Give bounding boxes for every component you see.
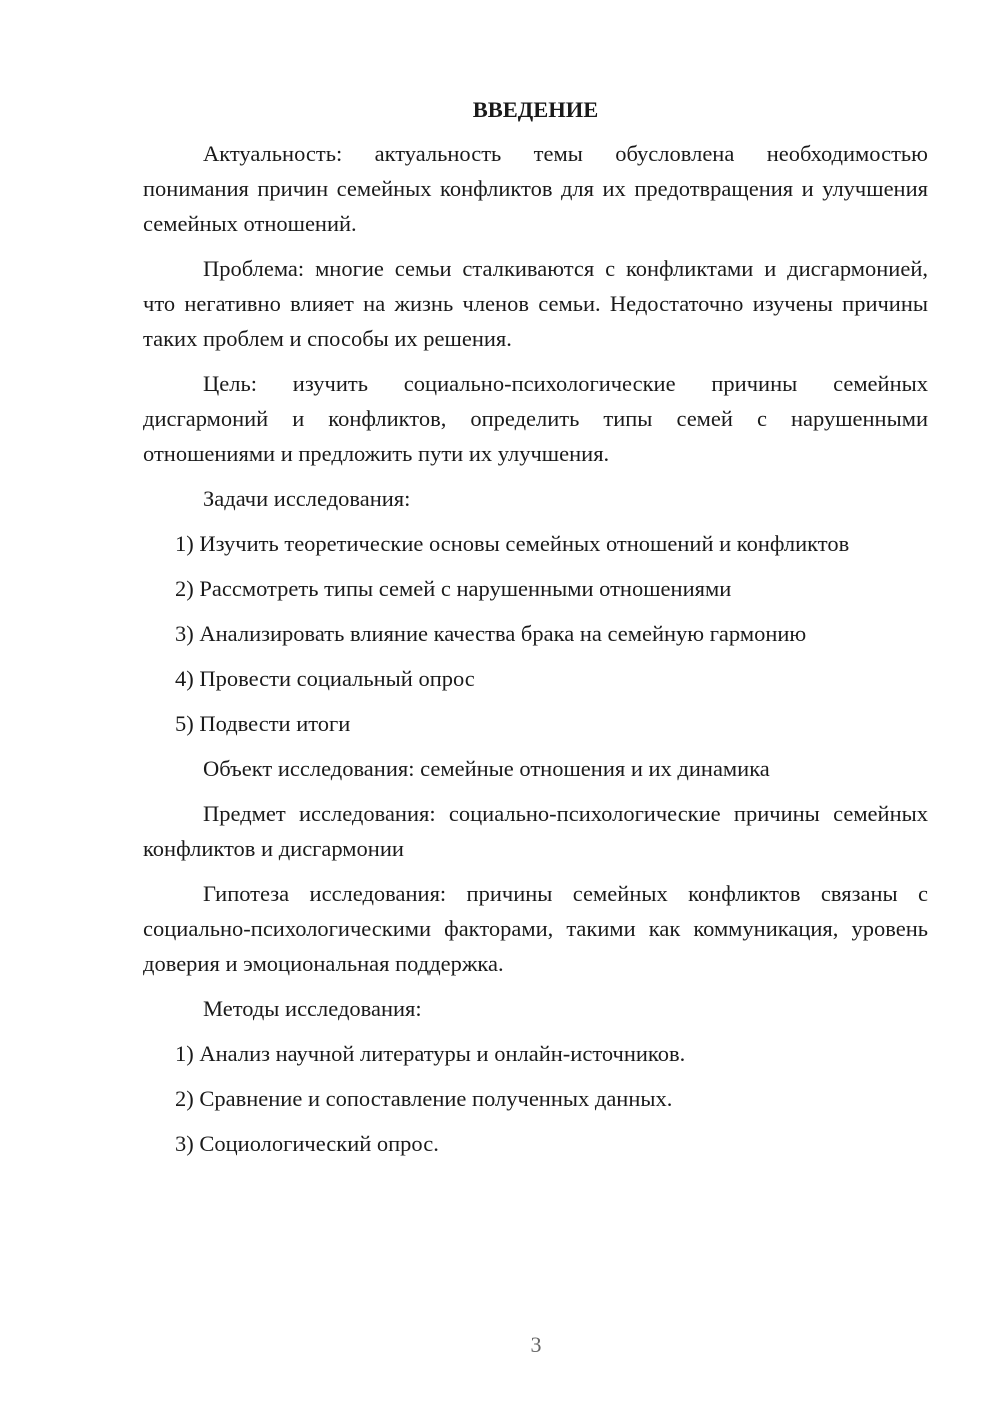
methods-list [143, 1036, 928, 1161]
method-item: 1) Анализ научной литературы и онлайн-источников. [175, 1041, 686, 1066]
document-body [143, 92, 928, 1171]
task-item: 5) Подвести итоги [175, 711, 351, 736]
subject-paragraph: Предмет исследования: социально-психологические причины семейных конфликтов и дисгармонии [143, 801, 928, 861]
object-paragraph: Объект исследования: семейные отношения и их динамика [203, 756, 770, 781]
tasks-list [143, 526, 928, 741]
method-item: 2) Сравнение и сопоставление полученных данных. [175, 1086, 673, 1111]
relevance-paragraph: Актуальность: актуальность темы обусловлена необходимостью понимания причин семейных конфликтов для их предотвращения и улучшения семейных отношений. [143, 141, 928, 236]
goal-paragraph: Цель: изучить социально-психологические причины семейных дисгармоний и конфликтов, определить типы семей с нарушенными отношениями и предложить пути их улучшения. [143, 371, 928, 466]
method-item: 3) Социологический опрос. [175, 1131, 439, 1156]
tasks-heading: Задачи исследования: [203, 486, 411, 511]
page-number: 3 [530, 1332, 542, 1357]
problem-paragraph: Проблема: многие семьи сталкиваются с конфликтами и дисгармонией, что негативно влияет на жизнь членов семьи. Недостаточно изучены причины таких проблем и способы их решения. [143, 256, 928, 351]
methods-heading: Методы исследования: [203, 996, 422, 1021]
section-title: ВВЕДЕНИЕ [472, 97, 599, 122]
task-item: 1) Изучить теоретические основы семейных отношений и конфликтов [175, 531, 850, 556]
hypothesis-paragraph: Гипотеза исследования: причины семейных конфликтов связаны с социально-психологическими факторами, такими как коммуникация, уровень доверия и эмоциональная поддержка. [143, 881, 928, 976]
task-item: 2) Рассмотреть типы семей с нарушенными отношениями [175, 576, 732, 601]
task-item: 3) Анализировать влияние качества брака на семейную гармонию [175, 621, 807, 646]
task-item: 4) Провести социальный опрос [175, 666, 475, 691]
